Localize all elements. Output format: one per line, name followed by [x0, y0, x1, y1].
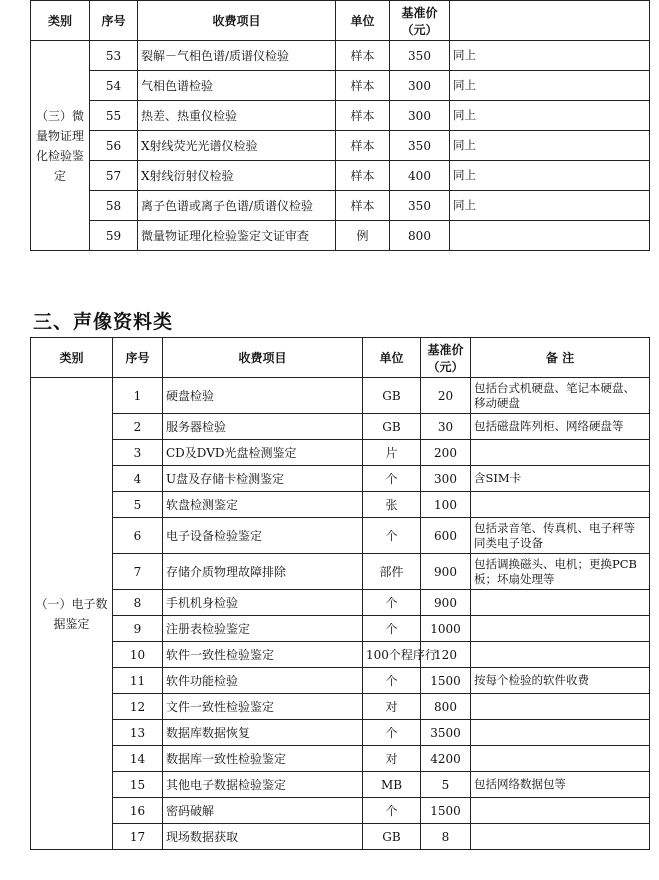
seq-cell: 17: [113, 824, 163, 850]
remark-cell: 同上: [450, 41, 650, 71]
item-cell: 离子色谱或离子色谱/质谱仪检验: [138, 191, 336, 221]
seq-cell: 9: [113, 616, 163, 642]
item-cell: 气相色谱检验: [138, 71, 336, 101]
item-cell: 注册表检验鉴定: [163, 616, 363, 642]
price-cell: 200: [421, 440, 471, 466]
unit-cell: MB: [363, 772, 421, 798]
remark-cell: [471, 720, 650, 746]
item-cell: X射线衍射仪检验: [138, 161, 336, 191]
seq-cell: 4: [113, 466, 163, 492]
item-cell: 密码破解: [163, 798, 363, 824]
table-row: [31, 668, 650, 694]
seq-cell: 5: [113, 492, 163, 518]
table-row: [31, 554, 650, 590]
price-cell: 900: [421, 554, 471, 590]
item-cell: 软件功能检验: [163, 668, 363, 694]
remark-cell: [471, 440, 650, 466]
seq-cell: 54: [90, 71, 138, 101]
table-row: [31, 824, 650, 850]
item-cell: 软盘检测鉴定: [163, 492, 363, 518]
remark-cell: 同上: [450, 71, 650, 101]
price-cell: 300: [390, 101, 450, 131]
unit-cell: 个: [363, 518, 421, 554]
price-cell: 800: [390, 221, 450, 251]
header-category: 类别: [31, 338, 113, 378]
table-row: [31, 131, 650, 161]
item-cell: 微量物证理化检验鉴定文证审查: [138, 221, 336, 251]
item-cell: 热差、热重仪检验: [138, 101, 336, 131]
item-cell: CD及DVD光盘检测鉴定: [163, 440, 363, 466]
item-cell: 数据库一致性检验鉴定: [163, 746, 363, 772]
section-title: 三、声像资料类: [33, 311, 174, 333]
price-cell: 350: [390, 131, 450, 161]
price-cell: 1500: [421, 798, 471, 824]
header-price-line2: （元）: [427, 359, 464, 374]
remark-cell: 同上: [450, 101, 650, 131]
table-row: [31, 41, 650, 71]
table-row: [31, 642, 650, 668]
fee-table-microtrace: [30, 0, 650, 251]
seq-cell: 3: [113, 440, 163, 466]
remark-cell: 按每个检验的软件收费: [471, 668, 650, 694]
item-cell: 手机机身检验: [163, 590, 363, 616]
unit-cell: 片: [363, 440, 421, 466]
seq-cell: 53: [90, 41, 138, 71]
unit-cell: 个: [363, 668, 421, 694]
item-cell: 软件一致性检验鉴定: [163, 642, 363, 668]
category-cell: （三）微量物证理化检验鉴定: [31, 41, 90, 251]
item-cell: X射线荧光光谱仪检验: [138, 131, 336, 161]
price-cell: 350: [390, 41, 450, 71]
price-cell: 4200: [421, 746, 471, 772]
unit-cell: 样本: [336, 191, 390, 221]
table-row: [31, 518, 650, 554]
price-cell: 100: [421, 492, 471, 518]
unit-cell: 样本: [336, 101, 390, 131]
seq-cell: 14: [113, 746, 163, 772]
table-header-row: [31, 338, 650, 378]
seq-cell: 55: [90, 101, 138, 131]
price-cell: 800: [421, 694, 471, 720]
price-cell: 1000: [421, 616, 471, 642]
unit-cell: 例: [336, 221, 390, 251]
header-price-line1: 基准价: [427, 342, 464, 357]
remark-cell: 同上: [450, 161, 650, 191]
table-row: [31, 720, 650, 746]
remark-cell: 包括磁盘阵列柜、网络硬盘等: [471, 414, 650, 440]
price-cell: 5: [421, 772, 471, 798]
header-remark: 备 注: [471, 338, 650, 378]
remark-cell: 同上: [450, 131, 650, 161]
category-cell: （一）电子数据鉴定: [31, 378, 113, 850]
table-row: [31, 616, 650, 642]
seq-cell: 6: [113, 518, 163, 554]
seq-cell: 11: [113, 668, 163, 694]
unit-cell: 对: [363, 746, 421, 772]
price-cell: 120: [421, 642, 471, 668]
table-row: [31, 378, 650, 414]
unit-cell: 100个程序行: [363, 642, 421, 668]
price-cell: 900: [421, 590, 471, 616]
seq-cell: 15: [113, 772, 163, 798]
table-row: [31, 414, 650, 440]
unit-cell: GB: [363, 824, 421, 850]
header-seq: 序号: [113, 338, 163, 378]
header-category: 类别: [31, 1, 90, 41]
table-row: [31, 492, 650, 518]
table-row: [31, 590, 650, 616]
header-price-line2: （元）: [401, 22, 438, 37]
table-row: [31, 798, 650, 824]
unit-cell: 个: [363, 466, 421, 492]
table-row: [31, 221, 650, 251]
remark-cell: 包括调换磁头、电机；更换PCB板；坏扇处理等: [471, 554, 650, 590]
unit-cell: 对: [363, 694, 421, 720]
table-row: [31, 746, 650, 772]
seq-cell: 16: [113, 798, 163, 824]
remark-cell: 含SIM卡: [471, 466, 650, 492]
table-header-row: [31, 1, 650, 41]
price-cell: 300: [421, 466, 471, 492]
seq-cell: 7: [113, 554, 163, 590]
price-cell: 300: [390, 71, 450, 101]
remark-cell: 包括录音笔、传真机、电子秤等同类电子设备: [471, 518, 650, 554]
table-row: [31, 466, 650, 492]
item-cell: 文件一致性检验鉴定: [163, 694, 363, 720]
remark-cell: [471, 746, 650, 772]
header-item: 收费项目: [138, 1, 336, 41]
price-cell: 20: [421, 378, 471, 414]
remark-cell: 包括网络数据包等: [471, 772, 650, 798]
price-cell: 600: [421, 518, 471, 554]
item-cell: 硬盘检验: [163, 378, 363, 414]
header-unit: 单位: [336, 1, 390, 41]
header-price-line1: 基准价: [401, 5, 438, 20]
remark-cell: 包括台式机硬盘、笔记本硬盘、移动硬盘: [471, 378, 650, 414]
unit-cell: 张: [363, 492, 421, 518]
table-row: [31, 772, 650, 798]
item-cell: 裂解－气相色谱/质谱仪检验: [138, 41, 336, 71]
item-cell: 其他电子数据检验鉴定: [163, 772, 363, 798]
item-cell: 数据库数据恢复: [163, 720, 363, 746]
item-cell: 服务器检验: [163, 414, 363, 440]
unit-cell: 个: [363, 590, 421, 616]
remark-cell: [471, 642, 650, 668]
unit-cell: GB: [363, 378, 421, 414]
header-item: 收费项目: [163, 338, 363, 378]
item-cell: 电子设备检验鉴定: [163, 518, 363, 554]
remark-cell: [471, 492, 650, 518]
seq-cell: 1: [113, 378, 163, 414]
price-cell: 400: [390, 161, 450, 191]
seq-cell: 58: [90, 191, 138, 221]
table-row: [31, 694, 650, 720]
remark-cell: [471, 616, 650, 642]
remark-cell: [471, 694, 650, 720]
table-row: [31, 71, 650, 101]
remark-cell: [450, 221, 650, 251]
seq-cell: 2: [113, 414, 163, 440]
seq-cell: 56: [90, 131, 138, 161]
item-cell: 存储介质物理故障排除: [163, 554, 363, 590]
seq-cell: 57: [90, 161, 138, 191]
header-price: [421, 338, 471, 378]
unit-cell: 个: [363, 616, 421, 642]
table-row: [31, 161, 650, 191]
unit-cell: 样本: [336, 131, 390, 161]
item-cell: U盘及存储卡检测鉴定: [163, 466, 363, 492]
table-row: [31, 191, 650, 221]
item-cell: 现场数据获取: [163, 824, 363, 850]
price-cell: 3500: [421, 720, 471, 746]
price-cell: 1500: [421, 668, 471, 694]
unit-cell: 个: [363, 720, 421, 746]
unit-cell: 样本: [336, 161, 390, 191]
seq-cell: 10: [113, 642, 163, 668]
header-seq: 序号: [90, 1, 138, 41]
seq-cell: 8: [113, 590, 163, 616]
price-cell: 8: [421, 824, 471, 850]
header-unit: 单位: [363, 338, 421, 378]
seq-cell: 59: [90, 221, 138, 251]
unit-cell: GB: [363, 414, 421, 440]
seq-cell: 12: [113, 694, 163, 720]
price-cell: 30: [421, 414, 471, 440]
unit-cell: 个: [363, 798, 421, 824]
fee-table-audiovisual: [30, 337, 650, 850]
remark-cell: [471, 824, 650, 850]
table-row: [31, 440, 650, 466]
unit-cell: 样本: [336, 41, 390, 71]
unit-cell: 部件: [363, 554, 421, 590]
table-row: [31, 101, 650, 131]
price-cell: 350: [390, 191, 450, 221]
seq-cell: 13: [113, 720, 163, 746]
remark-cell: [471, 590, 650, 616]
header-price: [390, 1, 450, 41]
unit-cell: 样本: [336, 71, 390, 101]
header-remark-empty: [450, 1, 650, 41]
remark-cell: [471, 798, 650, 824]
remark-cell: 同上: [450, 191, 650, 221]
